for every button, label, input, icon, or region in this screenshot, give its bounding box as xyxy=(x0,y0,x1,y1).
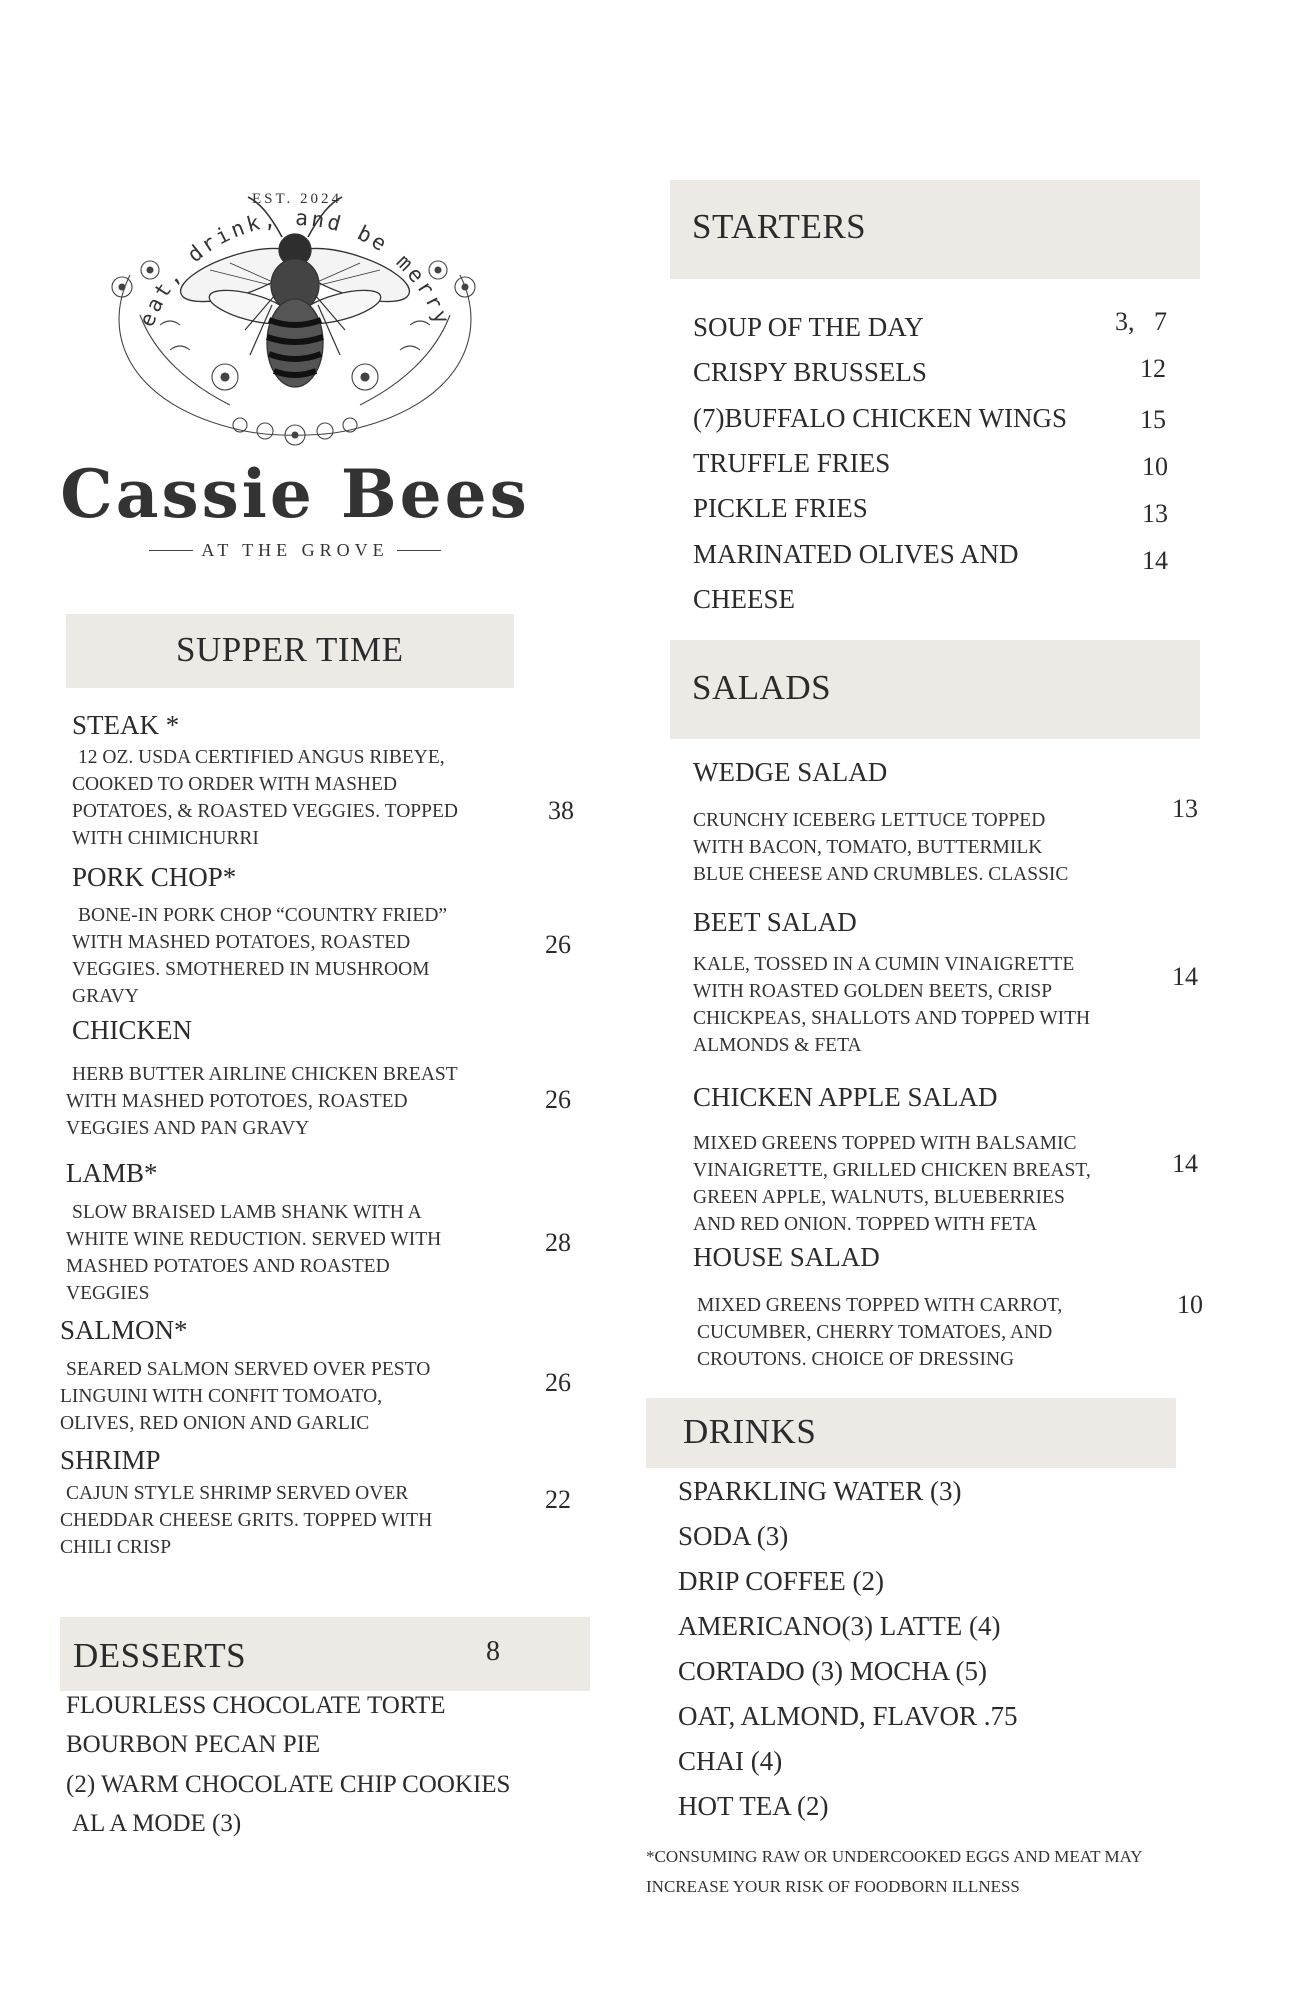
starter-price: 12 xyxy=(1140,354,1166,383)
logo-emblem xyxy=(60,125,530,455)
starter-item: SOUP OF THE DAY xyxy=(693,312,924,342)
logo-arc-text: eat, drink, and be merry xyxy=(134,205,456,330)
drinks-header xyxy=(646,1398,1176,1468)
menu-item-name: SALMON* xyxy=(60,1315,188,1345)
drink-item: SPARKLING WATER (3) xyxy=(678,1476,962,1506)
salad-name: BEET SALAD xyxy=(693,907,857,937)
desserts-header xyxy=(60,1617,590,1691)
salad-desc: MIXED GREENS TOPPED WITH BALSAMIC VINAIGRETTE, GRILLED CHICKEN BREAST, GREEN APPLE, WALNUTS, BLUEBERRIES AND RED ONION. TOPPED WITH FETA xyxy=(693,1133,1091,1235)
desserts-title: DESSERTS xyxy=(73,1636,247,1675)
starter-price: 14 xyxy=(1142,546,1168,575)
salad-name: HOUSE SALAD xyxy=(693,1242,880,1272)
menu-item-price: 38 xyxy=(548,796,574,825)
starter-item: TRUFFLE FRIES xyxy=(693,448,891,478)
menu-item-name: CHICKEN xyxy=(72,1015,192,1045)
starter-price: 15 xyxy=(1140,405,1166,434)
salad-desc: MIXED GREENS TOPPED WITH CARROT, CUCUMBER, CHERRY TOMATOES, AND CROUTONS. CHOICE OF DRESSING xyxy=(697,1295,1063,1370)
menu-item-price: 22 xyxy=(545,1485,571,1514)
salad-price: 10 xyxy=(1177,1290,1203,1319)
salad-price: 13 xyxy=(1172,794,1198,823)
drink-item: OAT, ALMOND, FLAVOR .75 xyxy=(678,1701,1018,1731)
starter-item: PICKLE FRIES xyxy=(693,493,868,523)
dessert-item: BOURBON PECAN PIE xyxy=(66,1731,321,1758)
starter-item: MARINATED OLIVES AND xyxy=(693,539,1019,569)
desserts-price: 8 xyxy=(486,1636,501,1667)
logo-est: EST. 2024 xyxy=(251,191,343,207)
salad-desc: KALE, TOSSED IN A CUMIN VINAIGRETTE WITH ROASTED GOLDEN BEETS, CRISP CHICKPEAS, SHALLOTS AND TOPPED WITH ALMONDS & FETA xyxy=(693,954,1091,1056)
drink-item: CHAI (4) xyxy=(678,1746,783,1776)
salad-price: 14 xyxy=(1172,1149,1198,1178)
menu-item-price: 28 xyxy=(545,1228,571,1257)
starter-item: CRISPY BRUSSELS xyxy=(693,357,927,387)
starters-header xyxy=(670,180,1200,279)
logo-name: Cassie Bees xyxy=(60,455,530,533)
salads-header xyxy=(670,640,1200,739)
supper-title: SUPPER TIME xyxy=(176,630,404,669)
dessert-item: FLOURLESS CHOCOLATE TORTE xyxy=(66,1692,446,1719)
menu-item-price: 26 xyxy=(545,930,571,959)
menu-item-price: 26 xyxy=(545,1085,571,1114)
menu-item-desc: HERB BUTTER AIRLINE CHICKEN BREAST WITH MASHED POTOTOES, ROASTED VEGGIES AND PAN GRAVY xyxy=(66,1064,458,1139)
menu-item-name: PORK CHOP* xyxy=(72,862,237,892)
menu-item-name: SHRIMP xyxy=(60,1445,161,1475)
logo-tagline: AT THE GROVE xyxy=(201,540,389,560)
starters-title: STARTERS xyxy=(692,207,867,246)
disclaimer: *CONSUMING RAW OR UNDERCOOKED EGGS AND MEAT MAY INCREASE YOUR RISK OF FOODBORN ILLNESS xyxy=(646,1847,1143,1896)
starter-item: (7)BUFFALO CHICKEN WINGS xyxy=(693,403,1068,433)
menu-item-desc: 12 OZ. USDA CERTIFIED ANGUS RIBEYE, COOKED TO ORDER WITH MASHED POTATOES, & ROASTED VEGGIES. TOPPED WITH CHIMICHURRI xyxy=(72,747,458,849)
drink-item: CORTADO (3) MOCHA (5) xyxy=(678,1656,987,1686)
dessert-item: AL A MODE (3) xyxy=(72,1810,242,1837)
menu-item-desc: SEARED SALMON SERVED OVER PESTO LINGUINI WITH CONFIT TOMOATO, OLIVES, RED ONION AND GARLIC xyxy=(60,1359,431,1434)
supper-header xyxy=(66,614,514,688)
starter-price: 3, 7 xyxy=(1115,307,1167,336)
starter-item-cont: CHEESE xyxy=(693,584,796,614)
starter-price: 10 xyxy=(1142,452,1168,481)
starter-price: 13 xyxy=(1142,499,1168,528)
salad-price: 14 xyxy=(1172,962,1198,991)
menu-item-desc: SLOW BRAISED LAMB SHANK WITH A WHITE WINE REDUCTION. SERVED WITH MASHED POTATOES AND ROASTED VEGGIES xyxy=(66,1202,442,1304)
salads-title: SALADS xyxy=(692,668,832,707)
drink-item: AMERICANO(3) LATTE (4) xyxy=(678,1611,1001,1641)
salad-name: CHICKEN APPLE SALAD xyxy=(693,1082,998,1112)
drink-item: DRIP COFFEE (2) xyxy=(678,1566,885,1596)
logo xyxy=(60,125,530,575)
salad-desc: CRUNCHY ICEBERG LETTUCE TOPPED WITH BACON, TOMATO, BUTTERMILK BLUE CHEESE AND CRUMBLES. CLASSIC xyxy=(693,810,1069,885)
drinks-title: DRINKS xyxy=(683,1412,817,1451)
menu-item-desc: CAJUN STYLE SHRIMP SERVED OVER CHEDDAR CHEESE GRITS. TOPPED WITH CHILI CRISP xyxy=(60,1483,433,1558)
menu-item-name: STEAK * xyxy=(72,710,180,740)
menu-item-price: 26 xyxy=(545,1368,571,1397)
menu-item-name: LAMB* xyxy=(66,1158,158,1188)
salad-name: WEDGE SALAD xyxy=(693,757,888,787)
logo-tagline-row xyxy=(60,540,530,561)
dessert-item: (2) WARM CHOCOLATE CHIP COOKIES xyxy=(66,1771,511,1798)
divider-line xyxy=(149,550,193,551)
drink-item: HOT TEA (2) xyxy=(678,1791,829,1821)
divider-line xyxy=(397,550,441,551)
drink-item: SODA (3) xyxy=(678,1521,789,1551)
menu-item-desc: BONE-IN PORK CHOP “COUNTRY FRIED” WITH MASHED POTATOES, ROASTED VEGGIES. SMOTHERED IN MUSHROOM GRAVY xyxy=(72,905,448,1007)
